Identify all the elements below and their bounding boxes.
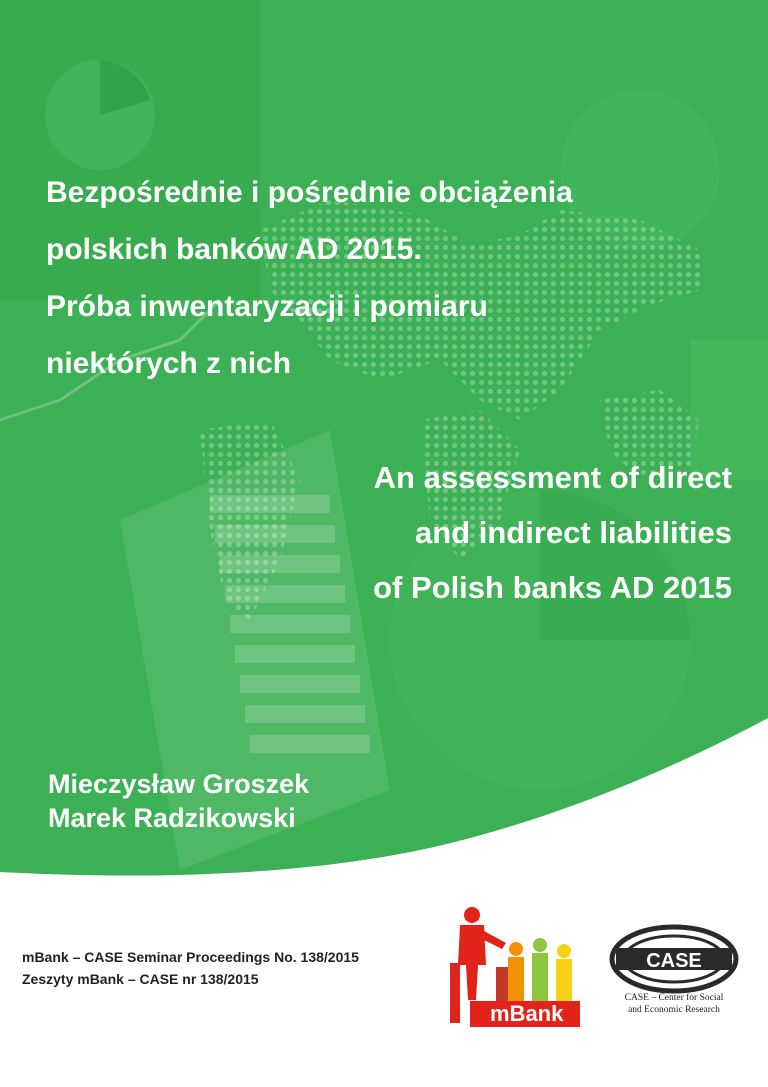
series-line-english: mBank – CASE Seminar Proceedings No. 138/2015 xyxy=(22,949,359,965)
title-english-line: of Polish banks AD 2015 xyxy=(373,570,732,605)
author-name: Mieczysław Groszek xyxy=(48,769,310,799)
title-polish-line: niektórych z nich xyxy=(46,347,292,380)
title-polish-line: polskich banków AD 2015. xyxy=(46,233,422,266)
series-line-polish: Zeszyty mBank – CASE nr 138/2015 xyxy=(22,971,259,987)
title-english-line: and indirect liabilities xyxy=(415,515,732,550)
title-polish-line: Bezpośrednie i pośrednie obciążenia xyxy=(46,176,573,209)
case-caption-line: CASE – Center for Social xyxy=(624,993,724,1003)
author-name: Marek Radzikowski xyxy=(48,803,296,833)
title-polish xyxy=(46,164,726,392)
case-caption xyxy=(606,992,742,1016)
title-english xyxy=(172,450,732,615)
authors xyxy=(48,767,309,835)
series-info xyxy=(22,946,359,990)
mbank-logo-text: mBank xyxy=(490,1001,564,1026)
title-polish-line: Próba inwentaryzacji i pomiaru xyxy=(46,290,488,323)
mbank-logo xyxy=(440,905,590,1035)
case-logo-text: CASE xyxy=(646,950,702,972)
case-caption-line: and Economic Research xyxy=(628,1005,720,1015)
title-english-line: An assessment of direct xyxy=(373,460,732,495)
